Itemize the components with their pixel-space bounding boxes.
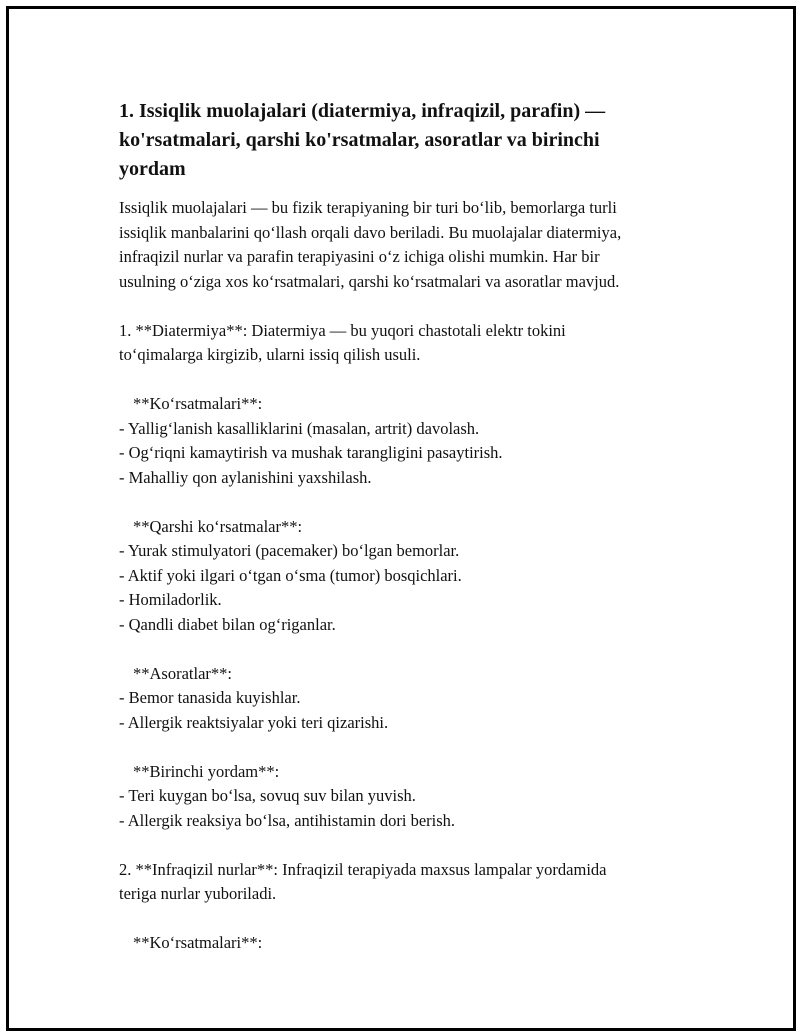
section1-heading-line: 1. **Diatermiya**: Diatermiya — bu yuqori chastotali elektr tokini (119, 320, 566, 340)
intro-paragraph (119, 196, 689, 294)
indications-label: **Ko‘rsatmalari**: (133, 394, 263, 413)
title-line: ko'rsatmalari, qarshi ko'rsatmalar, asoratlar va birinchi (119, 129, 600, 151)
list-item: - Qandli diabet bilan og‘riganlar. (119, 614, 336, 634)
contraindications-label: **Qarshi ko‘rsatmalar**: (133, 516, 303, 536)
section2-heading-line: 2. **Infraqizil nurlar**: Infraqizil terapiyada maxsus lampalar yordamida (119, 859, 607, 879)
document-page (6, 6, 796, 1031)
intro-line: usulning o‘ziga xos ko‘rsatmalari, qarshi ko‘rsatmalari va asoratlar mavjud. (119, 271, 620, 291)
list-item: - Allergik reaktsiyalar yoki teri qizarishi. (119, 712, 389, 732)
section1-heading (119, 319, 689, 368)
document-body (119, 97, 689, 980)
list-item: - Mahalliy qon aylanishini yaxshilash. (119, 467, 372, 487)
section1-indications (119, 392, 689, 490)
section2-heading-line: teriga nurlar yuboriladi. (119, 884, 277, 903)
list-item: - Teri kuygan bo‘lsa, sovuq suv bilan yuvish. (119, 786, 416, 805)
section2-heading (119, 858, 689, 907)
list-item: - Homiladorlik. (119, 590, 222, 609)
list-item: - Bemor tanasida kuyishlar. (119, 688, 301, 707)
intro-line: infraqizil nurlar va parafin terapiyasini o‘z ichiga olishi mumkin. Har bir (119, 247, 600, 266)
document-title (119, 97, 689, 184)
list-item: - Aktif yoki ilgari o‘tgan o‘sma (tumor) bosqichlari. (119, 565, 462, 585)
intro-line: issiqlik manbalarini qo‘llash orqali davo beriladi. Bu muolajalar diatermiya, (119, 222, 622, 242)
section1-complications (119, 662, 689, 736)
intro-line: Issiqlik muolajalari — bu fizik terapiyaning bir turi bo‘lib, bemorlarga turli (119, 198, 617, 217)
title-line: yordam (119, 158, 186, 180)
complications-label: **Asoratlar**: (133, 663, 232, 683)
section1-first-aid (119, 760, 689, 834)
title-line: 1. Issiqlik muolajalari (diatermiya, infraqizil, parafin) — (119, 100, 606, 122)
section2-indications (119, 931, 689, 956)
first-aid-label: **Birinchi yordam**: (133, 761, 280, 781)
list-item: - Allergik reaksiya bo‘lsa, antihistamin dori berish. (119, 810, 456, 830)
indications-label: **Ko‘rsatmalari**: (133, 933, 263, 952)
list-item: - Yurak stimulyatori (pacemaker) bo‘lgan bemorlar. (119, 541, 460, 560)
list-item: - Og‘riqni kamaytirish va mushak tarangligini pasaytirish. (119, 443, 503, 462)
section1-heading-line: to‘qimalarga kirgizib, ularni issiq qilish usuli. (119, 345, 421, 364)
section1-contraindications (119, 515, 689, 638)
list-item: - Yallig‘lanish kasalliklarini (masalan, artrit) davolash. (119, 418, 480, 438)
